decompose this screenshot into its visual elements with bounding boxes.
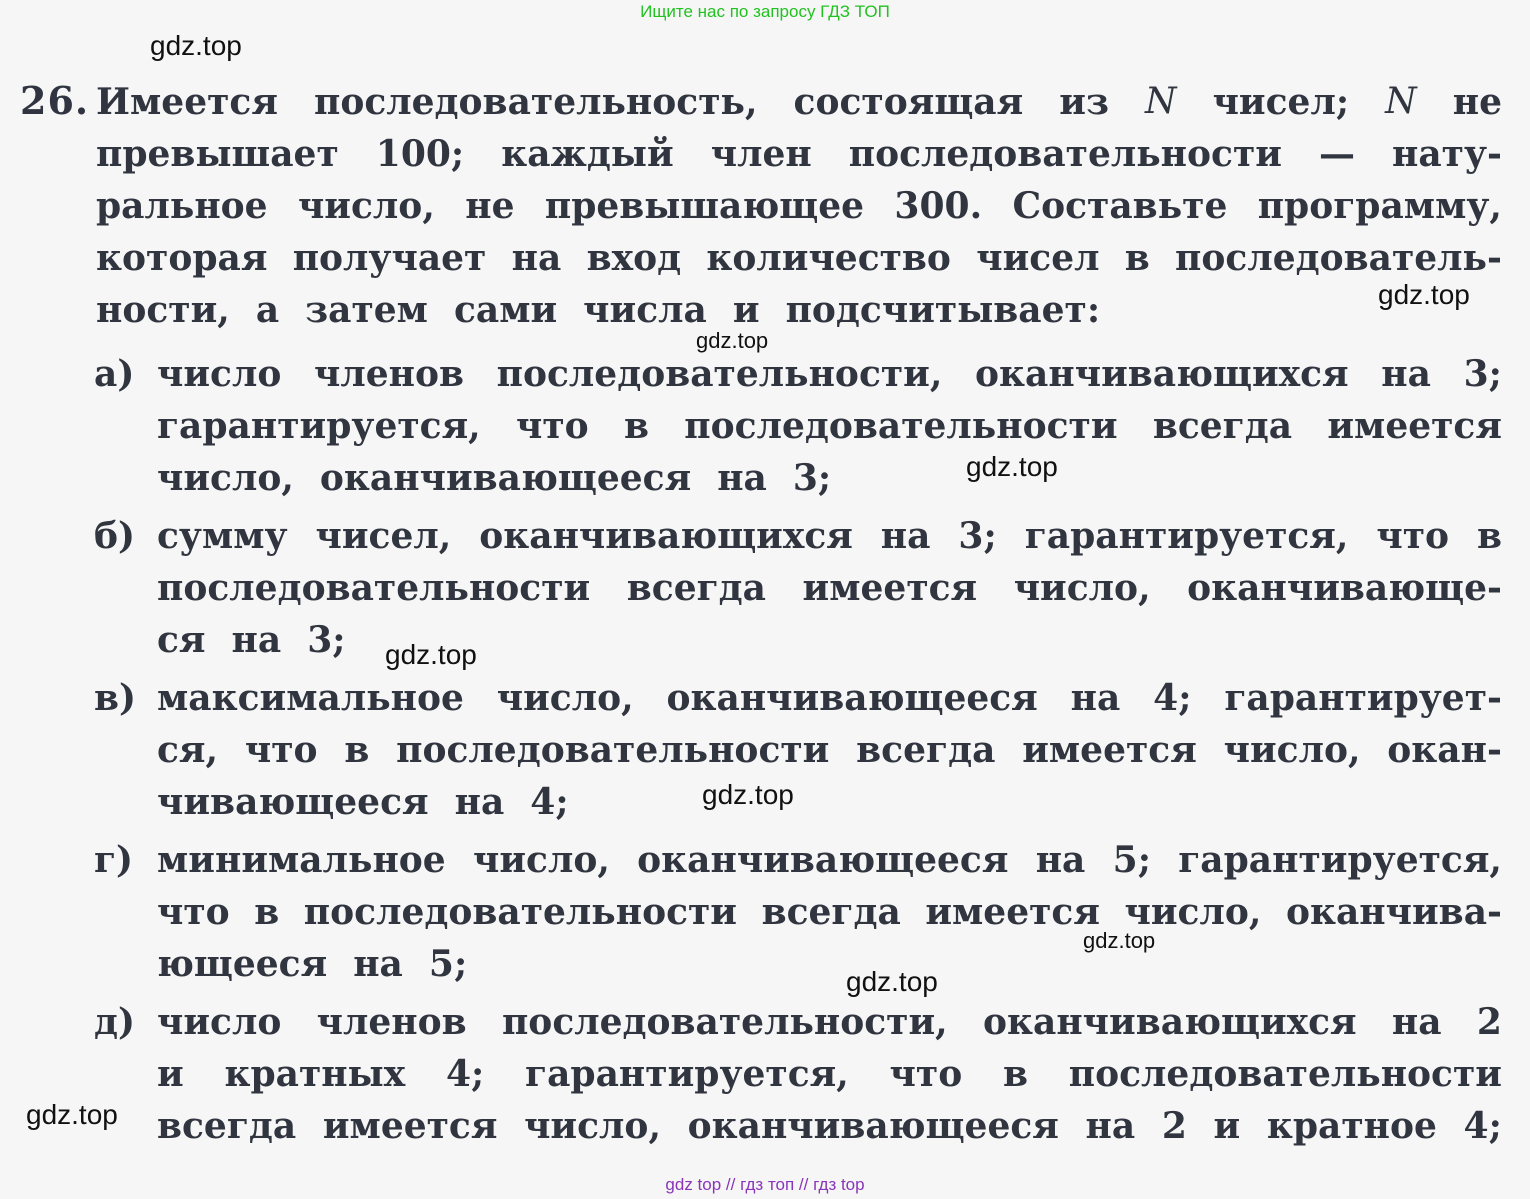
word: число, xyxy=(1223,729,1361,771)
word: всегда xyxy=(157,1105,297,1147)
word: член xyxy=(710,133,812,175)
word: в xyxy=(1124,237,1150,279)
word: имеется xyxy=(322,1105,498,1147)
word: максимальное xyxy=(157,677,464,719)
word: из xyxy=(1059,81,1109,123)
word: число, xyxy=(472,839,610,881)
word: последовательности xyxy=(303,891,738,933)
word: превышает xyxy=(96,133,339,175)
word: на xyxy=(511,237,562,279)
word: чисел, xyxy=(315,515,452,557)
word: последовательности xyxy=(396,729,830,771)
watermark: gdz.top xyxy=(150,30,242,61)
intro-line xyxy=(96,76,1502,128)
word: 300. xyxy=(894,185,983,227)
word: окан- xyxy=(1387,729,1502,771)
watermark: gdz.top xyxy=(696,328,769,353)
word: 4; xyxy=(1153,677,1192,719)
watermark: gdz.top xyxy=(846,966,938,997)
word: оканчива- xyxy=(1285,891,1502,933)
word: — xyxy=(1318,133,1355,175)
word: на xyxy=(1085,1105,1136,1147)
item-line xyxy=(157,996,1502,1048)
word: что xyxy=(157,891,230,933)
word: ральное xyxy=(96,185,268,227)
word: последователь- xyxy=(1175,237,1502,279)
word: на xyxy=(353,943,403,985)
word: число xyxy=(157,1001,282,1043)
item-line xyxy=(157,834,1502,886)
word: оканчивающееся xyxy=(319,457,692,499)
word: число, xyxy=(157,457,294,499)
word: и xyxy=(157,1053,184,1095)
word: сами xyxy=(453,289,558,331)
word: каждый xyxy=(501,133,674,175)
item-letter: б) xyxy=(94,515,136,557)
word: чивающееся xyxy=(157,781,429,823)
word: оканчивающихся xyxy=(983,1001,1357,1043)
word: кратных xyxy=(224,1053,406,1095)
item-line xyxy=(157,724,1502,776)
word: в xyxy=(344,729,370,771)
word: число xyxy=(157,353,282,395)
word: чисел xyxy=(976,237,1100,279)
word: минимальное xyxy=(157,839,446,881)
task-number: 26. xyxy=(20,78,90,123)
word: всегда xyxy=(1152,405,1293,447)
word: ющееся xyxy=(157,943,328,985)
word: в xyxy=(623,405,649,447)
word: имеется xyxy=(925,891,1100,933)
word: что xyxy=(244,729,318,771)
word: 4; xyxy=(1463,1105,1502,1147)
item-line xyxy=(157,348,1502,400)
word: на xyxy=(1070,677,1121,719)
word: число, xyxy=(524,1105,661,1147)
item-letter: в) xyxy=(94,677,137,719)
item-line xyxy=(157,1048,1502,1100)
word: ся xyxy=(157,619,206,661)
word: гарантируется, xyxy=(525,1053,849,1095)
word: 2 xyxy=(1476,1001,1502,1043)
word: подсчитывает: xyxy=(785,289,1101,331)
word: нату- xyxy=(1392,133,1502,175)
word: 4; xyxy=(530,781,569,823)
word: что xyxy=(889,1053,963,1095)
word: в xyxy=(1476,515,1502,557)
watermark: gdz.top xyxy=(26,1099,118,1130)
item-line xyxy=(157,672,1502,724)
word: а xyxy=(255,289,280,331)
word: и xyxy=(732,289,760,331)
word: 3; xyxy=(792,457,832,499)
footer-links[interactable]: gdz top // гдз топ // гдз top xyxy=(665,1175,865,1194)
item-line xyxy=(157,614,1502,666)
word: не xyxy=(465,185,515,227)
word: всегда xyxy=(761,891,901,933)
word: что xyxy=(516,405,589,447)
word: на xyxy=(880,515,931,557)
word: получает xyxy=(292,237,487,279)
intro-line xyxy=(96,180,1502,232)
word: оканчивающихся xyxy=(975,353,1349,395)
word: N xyxy=(1385,81,1417,122)
word: Составьте xyxy=(1012,185,1228,227)
item-line xyxy=(157,886,1502,938)
word: и xyxy=(1213,1105,1241,1147)
word: гарантируется, xyxy=(1178,839,1502,881)
word: членов xyxy=(314,353,465,395)
word: членов xyxy=(316,1001,467,1043)
word: 3; xyxy=(307,619,346,661)
word: имеется xyxy=(1022,729,1197,771)
word: сумму xyxy=(157,515,288,557)
word: что xyxy=(1376,515,1450,557)
watermark: gdz.top xyxy=(1378,279,1470,310)
word: не xyxy=(1452,81,1502,123)
word: на xyxy=(1391,1001,1442,1043)
word: на xyxy=(454,781,505,823)
word: 4; xyxy=(445,1053,485,1095)
item-line xyxy=(157,510,1502,562)
word: 100; xyxy=(375,133,465,175)
word: в xyxy=(254,891,280,933)
watermark: gdz.top xyxy=(966,451,1058,482)
item-letter: д) xyxy=(94,1001,136,1043)
word: последовательности xyxy=(848,133,1282,175)
watermark: gdz.top xyxy=(385,639,477,670)
word: состоящая xyxy=(793,81,1024,123)
word: числа xyxy=(583,289,707,331)
item-letter: г) xyxy=(94,839,134,881)
watermark: gdz.top xyxy=(1083,928,1156,953)
word: всегда xyxy=(626,567,766,609)
word: Имеется xyxy=(96,81,278,123)
word: последовательности xyxy=(1068,1053,1502,1095)
item-line xyxy=(157,452,1502,504)
item-line xyxy=(157,938,1502,990)
word: на xyxy=(1381,353,1431,395)
item-line xyxy=(157,776,1502,828)
word: последовательности, xyxy=(501,1001,948,1043)
word: программу, xyxy=(1257,185,1502,227)
intro-line xyxy=(96,284,1502,336)
word: последовательность, xyxy=(313,81,758,123)
word: оканчивающееся xyxy=(666,677,1038,719)
word: оканчивающееся xyxy=(687,1105,1059,1147)
word: на xyxy=(1035,839,1086,881)
word: имеется xyxy=(1327,405,1502,447)
word: 3; xyxy=(958,515,997,557)
word: имеется xyxy=(802,567,978,609)
word: гарантируется, xyxy=(157,405,481,447)
word: 5; xyxy=(428,943,468,985)
word: 2 xyxy=(1161,1105,1187,1147)
word: гарантируется, xyxy=(1024,515,1349,557)
search-hint-banner[interactable]: Ищите нас по запросу ГДЗ ТОП xyxy=(640,2,890,21)
word: в xyxy=(1002,1053,1028,1095)
word: ности, xyxy=(96,289,230,331)
word: оканчивающееся xyxy=(637,839,1009,881)
word: число, xyxy=(297,185,435,227)
word: на xyxy=(717,457,767,499)
word: 5; xyxy=(1112,839,1151,881)
word: последовательности xyxy=(157,567,591,609)
word: которая xyxy=(96,237,268,279)
item-line xyxy=(157,1100,1502,1152)
word: кратное xyxy=(1266,1105,1437,1147)
word: оканчивающе- xyxy=(1187,567,1502,609)
word: число, xyxy=(1013,567,1151,609)
watermark: gdz.top xyxy=(702,779,794,810)
word: число, xyxy=(1124,891,1262,933)
word: N xyxy=(1145,81,1177,122)
word: превышающее xyxy=(544,185,865,227)
word: ся, xyxy=(157,729,219,771)
word: число, xyxy=(496,677,634,719)
word: гарантирует- xyxy=(1224,677,1502,719)
item-line xyxy=(157,562,1502,614)
word: всегда xyxy=(856,729,996,771)
word: чисел; xyxy=(1212,81,1350,123)
item-line xyxy=(157,400,1502,452)
word: последовательности, xyxy=(496,353,943,395)
intro-line xyxy=(96,128,1502,180)
word: вход xyxy=(586,237,682,279)
word: затем xyxy=(305,289,428,331)
word: оканчивающихся xyxy=(479,515,853,557)
word: последовательности xyxy=(684,405,1118,447)
word: количество xyxy=(706,237,951,279)
word: на xyxy=(231,619,282,661)
word: 3; xyxy=(1463,353,1502,395)
item-letter: а) xyxy=(94,353,135,395)
intro-line xyxy=(96,232,1502,284)
